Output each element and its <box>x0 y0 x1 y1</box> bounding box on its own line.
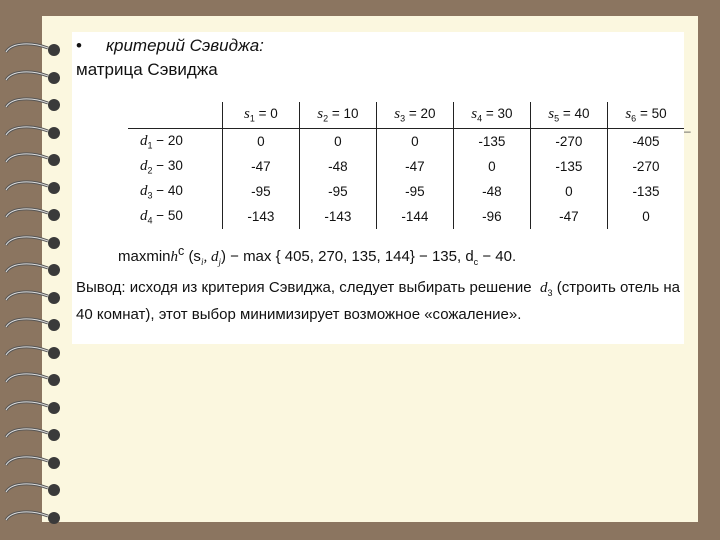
matrix-row <box>128 154 684 179</box>
matrix-cell: 0 <box>530 179 607 204</box>
matrix-header-row <box>128 102 684 129</box>
matrix-row <box>128 204 684 229</box>
spiral-ring-icon <box>2 93 68 115</box>
spiral-ring-icon <box>2 423 68 445</box>
matrix-row <box>128 179 684 204</box>
spiral-ring-icon <box>2 478 68 500</box>
matrix-cell: -270 <box>607 154 684 179</box>
row-header: $d_3 - 40$ <box>140 182 183 201</box>
column-header: $s_4 = 30$ <box>453 102 530 129</box>
matrix-cell: 0 <box>222 129 299 155</box>
matrix-cell: -47 <box>530 204 607 229</box>
matrix-cell: -95 <box>376 179 453 204</box>
heading-text: критерий Сэвиджа: <box>106 36 264 55</box>
spiral-ring-icon <box>2 341 68 363</box>
spiral-ring-icon <box>2 506 68 528</box>
matrix-corner <box>128 102 222 129</box>
spiral-ring-icon <box>2 38 68 60</box>
spiral-ring-icon <box>2 203 68 225</box>
spiral-ring-icon <box>2 368 68 390</box>
matrix-cell: -48 <box>299 154 376 179</box>
matrix-row <box>128 129 684 155</box>
spiral-ring-icon <box>2 231 68 253</box>
column-header: $s_6 = 50$ <box>607 102 684 129</box>
matrix-cell: -143 <box>299 204 376 229</box>
matrix-cell: -48 <box>453 179 530 204</box>
matrix-cell: -47 <box>222 154 299 179</box>
spiral-ring-icon <box>2 258 68 280</box>
matrix-cell: 0 <box>453 154 530 179</box>
spiral-ring-icon <box>2 148 68 170</box>
matrix-cell: 0 <box>299 129 376 155</box>
slide-heading <box>76 36 264 56</box>
column-header: $s_1 = 0$ <box>222 102 299 129</box>
matrix-cell: -47 <box>376 154 453 179</box>
matrix-cell: -95 <box>299 179 376 204</box>
column-header: $s_3 = 20$ <box>376 102 453 129</box>
spiral-ring-icon <box>2 396 68 418</box>
matrix-cell: -135 <box>607 179 684 204</box>
matrix-cell: 0 <box>607 204 684 229</box>
spiral-ring-icon <box>2 121 68 143</box>
spiral-ring-icon <box>2 176 68 198</box>
spiral-ring-icon <box>2 451 68 473</box>
matrix-cell: -95 <box>222 179 299 204</box>
matrix-cell: -143 <box>222 204 299 229</box>
column-header: $s_5 = 40$ <box>530 102 607 129</box>
savage-formula: maxminh$^c$ ($s_i$, $d_j) - \max$ { 405, 270, 135, 144} − 135, $d_c - 40$. <box>118 244 517 267</box>
matrix-cell: -135 <box>453 129 530 155</box>
matrix-cell: -405 <box>607 129 684 155</box>
column-header: $s_2 = 10$ <box>299 102 376 129</box>
matrix-cell: -270 <box>530 129 607 155</box>
row-header: $d_1 - 20$ <box>140 132 183 151</box>
matrix-cell: -144 <box>376 204 453 229</box>
bullet-icon: • <box>76 36 82 55</box>
spiral-ring-icon <box>2 313 68 335</box>
row-header: $d_2 - 30$ <box>140 157 183 176</box>
spiral-ring-icon <box>2 66 68 88</box>
row-header: $d_4 - 50$ <box>140 207 183 226</box>
matrix-cell: 0 <box>376 129 453 155</box>
savage-matrix <box>128 102 684 229</box>
spiral-ring-icon <box>2 286 68 308</box>
matrix-cell: -96 <box>453 204 530 229</box>
side-mark: – <box>684 124 691 138</box>
subheading: матрица Сэвиджа <box>76 60 218 79</box>
slide-content <box>72 32 691 344</box>
conclusion-text: Вывод: исходя из критерия Сэвиджа, следует выбирать решение $d_3$ (строить отель на 40 комнат), этот выбор минимизирует возможное «сожаление». <box>76 279 680 323</box>
matrix-cell: -135 <box>530 154 607 179</box>
